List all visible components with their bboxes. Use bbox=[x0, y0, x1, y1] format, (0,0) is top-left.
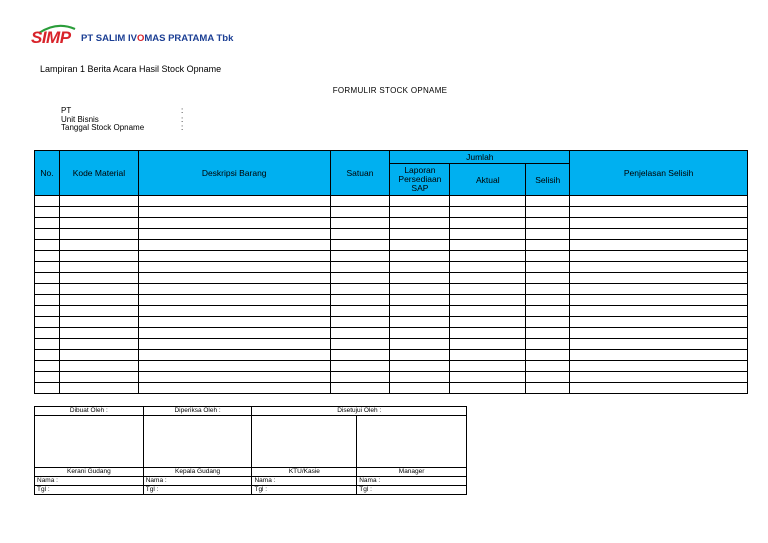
table-cell[interactable] bbox=[450, 273, 526, 284]
table-cell[interactable] bbox=[526, 306, 570, 317]
table-cell[interactable] bbox=[59, 339, 138, 350]
table-cell[interactable] bbox=[138, 251, 330, 262]
table-cell[interactable] bbox=[390, 361, 450, 372]
table-cell[interactable] bbox=[526, 339, 570, 350]
tgl-field[interactable]: Tgl : bbox=[143, 486, 252, 495]
table-cell[interactable] bbox=[526, 262, 570, 273]
table-cell[interactable] bbox=[450, 339, 526, 350]
tgl-field[interactable]: Tgl : bbox=[252, 486, 357, 495]
table-cell[interactable] bbox=[35, 251, 60, 262]
table-cell[interactable] bbox=[526, 372, 570, 383]
table-cell[interactable] bbox=[450, 361, 526, 372]
table-cell[interactable] bbox=[35, 284, 60, 295]
table-cell[interactable] bbox=[390, 262, 450, 273]
table-cell[interactable] bbox=[450, 284, 526, 295]
table-cell[interactable] bbox=[330, 328, 390, 339]
role-ktu-kasie: KTU/Kasie bbox=[252, 468, 357, 477]
table-cell[interactable] bbox=[35, 295, 60, 306]
table-cell[interactable] bbox=[526, 218, 570, 229]
table-cell[interactable] bbox=[526, 229, 570, 240]
table-cell[interactable] bbox=[450, 383, 526, 394]
table-cell[interactable] bbox=[330, 350, 390, 361]
table-cell[interactable] bbox=[59, 284, 138, 295]
table-cell[interactable] bbox=[35, 196, 60, 207]
table-cell[interactable] bbox=[450, 262, 526, 273]
table-cell[interactable] bbox=[570, 328, 748, 339]
table-cell[interactable] bbox=[59, 328, 138, 339]
table-cell[interactable] bbox=[35, 328, 60, 339]
table-cell[interactable] bbox=[138, 328, 330, 339]
table-cell[interactable] bbox=[330, 361, 390, 372]
table-cell[interactable] bbox=[138, 262, 330, 273]
table-cell[interactable] bbox=[526, 328, 570, 339]
table-cell[interactable] bbox=[390, 251, 450, 262]
table-cell[interactable] bbox=[59, 251, 138, 262]
table-row bbox=[35, 251, 748, 262]
table-cell[interactable] bbox=[59, 350, 138, 361]
table-cell[interactable] bbox=[138, 295, 330, 306]
table-row bbox=[35, 328, 748, 339]
table-cell[interactable] bbox=[450, 240, 526, 251]
header-no: No. bbox=[35, 151, 60, 196]
table-cell[interactable] bbox=[526, 207, 570, 218]
table-row bbox=[35, 284, 748, 295]
table-cell[interactable] bbox=[330, 262, 390, 273]
table-row bbox=[35, 273, 748, 284]
table-cell[interactable] bbox=[390, 284, 450, 295]
sign-diperiksa-label: Diperiksa Oleh : bbox=[143, 407, 252, 416]
header-kode-material: Kode Material bbox=[59, 151, 138, 196]
header-deskripsi: Deskripsi Barang bbox=[138, 151, 330, 196]
header-laporan-sap: Laporan Persediaan SAP bbox=[390, 164, 450, 196]
table-cell[interactable] bbox=[570, 383, 748, 394]
table-cell[interactable] bbox=[330, 196, 390, 207]
table-cell[interactable] bbox=[450, 207, 526, 218]
table-row bbox=[35, 339, 748, 350]
table-cell[interactable] bbox=[59, 361, 138, 372]
table-cell[interactable] bbox=[59, 295, 138, 306]
table-cell[interactable] bbox=[526, 273, 570, 284]
table-cell[interactable] bbox=[570, 317, 748, 328]
table-cell[interactable] bbox=[390, 295, 450, 306]
table-cell[interactable] bbox=[570, 207, 748, 218]
table-cell[interactable] bbox=[138, 273, 330, 284]
table-cell[interactable] bbox=[330, 207, 390, 218]
table-cell[interactable] bbox=[526, 240, 570, 251]
table-row bbox=[35, 218, 748, 229]
role-kerani-gudang: Kerani Gudang bbox=[35, 468, 144, 477]
sign-disetujui-label: Disetujui Oleh : bbox=[252, 407, 467, 416]
table-cell[interactable] bbox=[570, 372, 748, 383]
table-cell[interactable] bbox=[450, 328, 526, 339]
table-cell[interactable] bbox=[570, 350, 748, 361]
table-cell[interactable] bbox=[330, 306, 390, 317]
table-cell[interactable] bbox=[35, 262, 60, 273]
sign-dibuat-label: Dibuat Oleh : bbox=[35, 407, 144, 416]
attachment-caption: Lampiran 1 Berita Acara Hasil Stock Opname bbox=[40, 64, 222, 74]
meta-row-date: Tanggal Stock Opname : bbox=[61, 123, 184, 132]
table-cell[interactable] bbox=[35, 207, 60, 218]
table-cell[interactable] bbox=[570, 273, 748, 284]
table-row bbox=[35, 262, 748, 273]
table-cell[interactable] bbox=[59, 262, 138, 273]
table-cell[interactable] bbox=[138, 229, 330, 240]
table-cell[interactable] bbox=[138, 218, 330, 229]
table-cell[interactable] bbox=[570, 295, 748, 306]
table-cell[interactable] bbox=[330, 273, 390, 284]
signature-box[interactable] bbox=[143, 416, 252, 468]
table-cell[interactable] bbox=[35, 306, 60, 317]
meta-row-unit: Unit Bisnis : bbox=[61, 114, 184, 124]
header-selisih: Selisih bbox=[526, 164, 570, 196]
table-cell[interactable] bbox=[570, 306, 748, 317]
logo-company-name: PT SALIM IVOMAS PRATAMA Tbk bbox=[81, 32, 234, 44]
table-cell[interactable] bbox=[330, 284, 390, 295]
logo-brand: SIMP bbox=[31, 28, 71, 47]
table-cell[interactable] bbox=[450, 317, 526, 328]
table-cell[interactable] bbox=[450, 251, 526, 262]
table-cell[interactable] bbox=[138, 350, 330, 361]
table-cell[interactable] bbox=[450, 372, 526, 383]
table-cell[interactable] bbox=[450, 295, 526, 306]
table-cell[interactable] bbox=[570, 284, 748, 295]
table-cell[interactable] bbox=[390, 339, 450, 350]
table-cell[interactable] bbox=[526, 295, 570, 306]
table-cell[interactable] bbox=[330, 218, 390, 229]
table-row bbox=[35, 196, 748, 207]
table-body bbox=[35, 196, 748, 394]
table-row bbox=[35, 317, 748, 328]
table-row bbox=[35, 383, 748, 394]
table-cell[interactable] bbox=[59, 317, 138, 328]
company-logo bbox=[31, 26, 233, 50]
signature-table bbox=[34, 406, 467, 495]
table-cell[interactable] bbox=[330, 240, 390, 251]
table-cell[interactable] bbox=[526, 284, 570, 295]
table-cell[interactable] bbox=[59, 196, 138, 207]
table-cell[interactable] bbox=[138, 361, 330, 372]
table-cell[interactable] bbox=[450, 196, 526, 207]
table-cell[interactable] bbox=[35, 350, 60, 361]
table-cell[interactable] bbox=[138, 383, 330, 394]
table-row bbox=[35, 240, 748, 251]
table-cell[interactable] bbox=[35, 240, 60, 251]
table-cell[interactable] bbox=[526, 317, 570, 328]
signature-box[interactable] bbox=[357, 416, 467, 468]
table-cell[interactable] bbox=[138, 317, 330, 328]
table-cell[interactable] bbox=[526, 251, 570, 262]
meta-row-pt: PT : bbox=[61, 106, 184, 115]
table-cell[interactable] bbox=[390, 372, 450, 383]
table-cell[interactable] bbox=[35, 372, 60, 383]
table-cell[interactable] bbox=[138, 240, 330, 251]
form-title: FORMULIR STOCK OPNAME bbox=[332, 86, 448, 95]
table-cell[interactable] bbox=[390, 317, 450, 328]
nama-field[interactable]: Nama : bbox=[35, 477, 144, 486]
header-penjelasan: Penjelasan Selisih bbox=[570, 151, 748, 196]
nama-field[interactable]: Nama : bbox=[252, 477, 357, 486]
table-cell[interactable] bbox=[390, 306, 450, 317]
table-cell[interactable] bbox=[35, 339, 60, 350]
table-cell[interactable] bbox=[390, 207, 450, 218]
form-meta bbox=[61, 107, 183, 133]
table-cell[interactable] bbox=[570, 229, 748, 240]
table-cell[interactable] bbox=[330, 251, 390, 262]
table-cell[interactable] bbox=[35, 218, 60, 229]
table-cell[interactable] bbox=[450, 218, 526, 229]
nama-field[interactable]: Nama : bbox=[357, 477, 467, 486]
table-cell[interactable] bbox=[35, 383, 60, 394]
table-row bbox=[35, 207, 748, 218]
table-cell[interactable] bbox=[330, 372, 390, 383]
table-cell[interactable] bbox=[59, 383, 138, 394]
table-cell[interactable] bbox=[138, 339, 330, 350]
header-jumlah: Jumlah bbox=[390, 151, 570, 164]
table-cell[interactable] bbox=[570, 240, 748, 251]
table-cell[interactable] bbox=[59, 207, 138, 218]
table-cell[interactable] bbox=[35, 361, 60, 372]
table-cell[interactable] bbox=[526, 196, 570, 207]
table-row bbox=[35, 350, 748, 361]
header-aktual: Aktual bbox=[450, 164, 526, 196]
table-cell[interactable] bbox=[570, 339, 748, 350]
table-row bbox=[35, 306, 748, 317]
table-cell[interactable] bbox=[35, 317, 60, 328]
table-cell[interactable] bbox=[59, 306, 138, 317]
role-manager: Manager bbox=[357, 468, 467, 477]
table-cell[interactable] bbox=[59, 229, 138, 240]
table-cell[interactable] bbox=[570, 262, 748, 273]
table-cell[interactable] bbox=[330, 229, 390, 240]
table-row bbox=[35, 229, 748, 240]
table-cell[interactable] bbox=[330, 317, 390, 328]
table-cell[interactable] bbox=[450, 350, 526, 361]
table-cell[interactable] bbox=[390, 273, 450, 284]
table-cell[interactable] bbox=[570, 218, 748, 229]
table-cell[interactable] bbox=[59, 273, 138, 284]
table-cell[interactable] bbox=[526, 350, 570, 361]
table-cell[interactable] bbox=[59, 372, 138, 383]
table-cell[interactable] bbox=[59, 240, 138, 251]
table-cell[interactable] bbox=[390, 229, 450, 240]
table-cell[interactable] bbox=[35, 273, 60, 284]
header-satuan: Satuan bbox=[330, 151, 390, 196]
table-cell[interactable] bbox=[138, 284, 330, 295]
table-cell[interactable] bbox=[390, 383, 450, 394]
table-cell[interactable] bbox=[450, 306, 526, 317]
table-cell[interactable] bbox=[138, 207, 330, 218]
signature-box[interactable] bbox=[252, 416, 357, 468]
table-cell[interactable] bbox=[330, 295, 390, 306]
stock-opname-table bbox=[34, 150, 748, 394]
table-cell[interactable] bbox=[330, 339, 390, 350]
role-kepala-gudang: Kepala Gudang bbox=[143, 468, 252, 477]
tgl-field[interactable]: Tgl : bbox=[357, 486, 467, 495]
table-cell[interactable] bbox=[570, 251, 748, 262]
table-cell[interactable] bbox=[526, 361, 570, 372]
table-cell[interactable] bbox=[59, 218, 138, 229]
table-cell[interactable] bbox=[570, 196, 748, 207]
table-cell[interactable] bbox=[450, 229, 526, 240]
tgl-field[interactable]: Tgl : bbox=[35, 486, 144, 495]
table-row bbox=[35, 295, 748, 306]
table-cell[interactable] bbox=[390, 240, 450, 251]
table-cell[interactable] bbox=[390, 218, 450, 229]
table-row bbox=[35, 372, 748, 383]
table-cell[interactable] bbox=[570, 361, 748, 372]
table-row bbox=[35, 361, 748, 372]
table-cell[interactable] bbox=[138, 372, 330, 383]
table-cell[interactable] bbox=[138, 196, 330, 207]
table-cell[interactable] bbox=[330, 383, 390, 394]
nama-field[interactable]: Nama : bbox=[143, 477, 252, 486]
table-cell[interactable] bbox=[390, 196, 450, 207]
simp-logo-mark bbox=[31, 26, 77, 50]
signature-box[interactable] bbox=[35, 416, 144, 468]
table-cell[interactable] bbox=[138, 306, 330, 317]
table-cell[interactable] bbox=[390, 350, 450, 361]
table-cell[interactable] bbox=[390, 328, 450, 339]
table-cell[interactable] bbox=[35, 229, 60, 240]
table-cell[interactable] bbox=[526, 383, 570, 394]
